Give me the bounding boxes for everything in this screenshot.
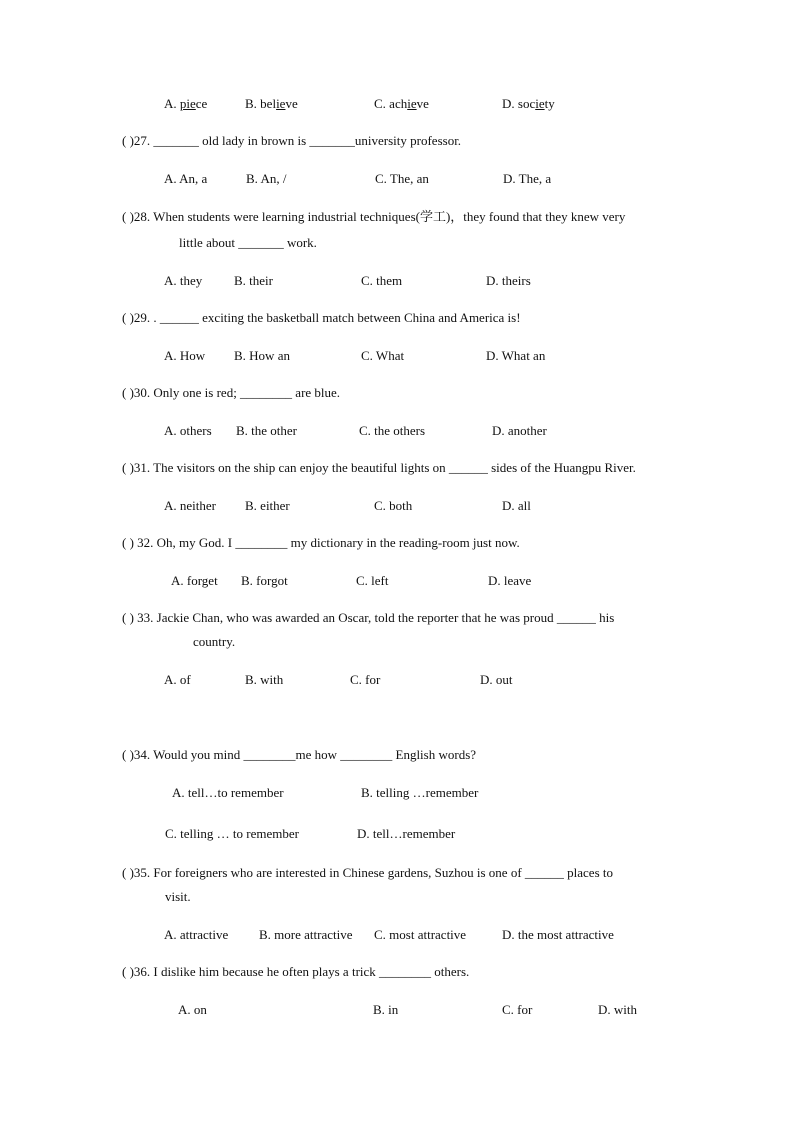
option-text: D. soc [502,96,536,111]
q35-option-d: D. the most attractive [502,927,614,942]
q35-option-b: B. more attractive [259,927,353,942]
underlined-letters: ie [276,96,286,111]
q29-option-b: B. How an [234,348,290,363]
option-text: C. ach [374,96,408,111]
q28-option-a: A. they [164,273,203,288]
q26-option-d [502,96,555,112]
q32-option-a: A. forget [171,573,218,588]
underlined-letters: pie [179,96,196,111]
q27-option-d: D. The, a [503,171,552,186]
option-text: B. bel [245,96,277,111]
q31-option-d: D. all [502,498,531,513]
question-35-stem: ( )35. For foreigners who are interested in Chinese gardens, Suzhou is one of ______ places to [122,865,613,880]
question-28-stem: ( )28. When students were learning industrial techniques(学工)，they found that they knew very [122,209,626,224]
q30-option-a: A. others [164,423,212,438]
q34-option-b: B. telling …remember [361,785,479,800]
option-text: ce [195,96,208,111]
q28-option-c: C. them [361,273,403,288]
q32-option-b: B. forgot [241,573,288,588]
q32-option-d: D. leave [488,573,532,588]
question-30-stem: ( )30. Only one is red; ________ are blue. [122,385,341,400]
q32-option-c: C. left [356,573,389,588]
option-text: ve [285,96,298,111]
option-text: A. [164,96,180,111]
question-33-stem: ( ) 33. Jackie Chan, who was awarded an Oscar, told the reporter that he was proud ______ his [122,610,615,625]
q28-option-b: B. their [234,273,273,288]
q33-option-a: A. of [164,672,191,687]
q26-option-a [164,96,207,112]
q35-option-a: A. attractive [164,927,229,942]
underlined-letters: ie [535,96,545,111]
q26-option-b [245,96,298,112]
option-text: ve [416,96,429,111]
question-36-stem: ( )36. I dislike him because he often plays a trick ________ others. [122,964,470,979]
q27-option-c: C. The, an [375,171,429,186]
q28-option-d: D. theirs [486,273,531,288]
q36-option-c: C. for [502,1002,533,1017]
q29-option-c: C. What [361,348,405,363]
q31-option-a: A. neither [164,498,216,513]
q30-option-c: C. the others [359,423,426,438]
question-35-stem-continued: visit. [165,889,191,904]
question-28-stem-continued: little about _______ work. [179,235,317,250]
q27-option-b: B. An, / [246,171,287,186]
q34-option-a: A. tell…to remember [172,785,284,800]
question-27-stem: ( )27. _______ old lady in brown is _______university professor. [122,133,462,148]
q31-option-c: C. both [374,498,413,513]
underlined-letters: ie [407,96,417,111]
option-text: ty [544,96,555,111]
q36-option-b: B. in [373,1002,399,1017]
question-33-stem-continued: country. [193,634,236,649]
q29-option-a: A. How [164,348,206,363]
q30-option-b: B. the other [236,423,298,438]
q29-option-d: D. What an [486,348,546,363]
q36-option-a: A. on [178,1002,207,1017]
q30-option-d: D. another [492,423,547,438]
question-31-stem: ( )31. The visitors on the ship can enjoy the beautiful lights on ______ sides of the Huangpu River. [122,460,636,475]
question-34-stem: ( )34. Would you mind ________me how ________ English words? [122,747,477,762]
question-29-stem: ( )29. . ______ exciting the basketball match between China and America is! [122,310,521,325]
q33-option-c: C. for [350,672,381,687]
q27-option-a: A. An, a [164,171,208,186]
q33-option-b: B. with [245,672,284,687]
q26-option-c [374,96,429,112]
q35-option-c: C. most attractive [374,927,467,942]
q33-option-d: D. out [480,672,513,687]
question-32-stem: ( ) 32. Oh, my God. I ________ my dictionary in the reading-room just now. [122,535,520,550]
q34-option-c: C. telling … to remember [165,826,299,841]
q36-option-d: D. with [598,1002,637,1017]
q34-option-d: D. tell…remember [357,826,456,841]
q31-option-b: B. either [245,498,290,513]
